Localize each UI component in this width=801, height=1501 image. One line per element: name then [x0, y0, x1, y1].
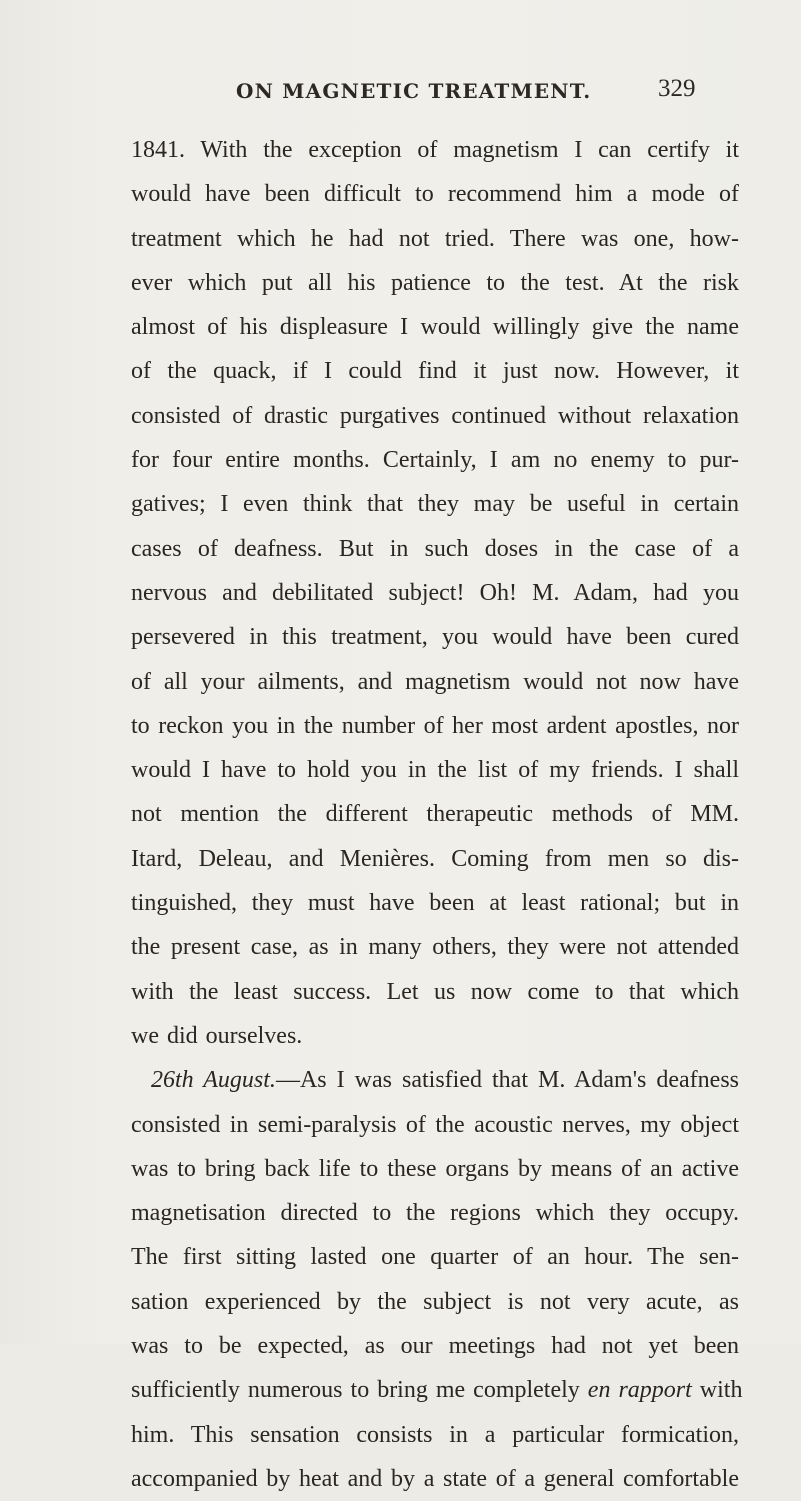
text-line-with-italic: [131, 1368, 743, 1412]
text-line: of the quack, if I could find it just now. However, it: [131, 358, 739, 385]
running-head: [0, 75, 801, 111]
paragraph-opening-line: [131, 1058, 739, 1102]
text-line: persevered in this treatment, you would have been cured: [131, 624, 739, 651]
text-line: was to bring back life to these organs by means of an active: [131, 1155, 739, 1182]
text-line: ever which put all his patience to the test. At the risk: [131, 269, 739, 296]
text-line: would I have to hold you in the list of my friends. I shall: [131, 757, 739, 784]
text-line: to reckon you in the number of her most ardent apostles, nor: [131, 712, 739, 739]
text-line: him. This sensation consists in a particular formication,: [131, 1421, 739, 1448]
text-line: accompanied by heat and by a state of a general comfortable: [131, 1465, 739, 1492]
text-line: treatment which he had not tried. There was one, how-: [131, 225, 739, 252]
line-before-italic: sufficiently numerous to bring me completely: [131, 1377, 588, 1404]
text-line: would have been difficult to recommend him a mode of: [131, 181, 739, 208]
body-text: [131, 128, 743, 1501]
text-line: cases of deafness. But in such doses in the case of a: [131, 535, 739, 562]
text-line: tinguished, they must have been at least rational; but in: [131, 890, 739, 917]
text-line: consisted in semi-paralysis of the acoustic nerves, my object: [131, 1111, 739, 1138]
date-italic: 26th August.: [151, 1067, 276, 1094]
text-line: with the least success. Let us now come to that which: [131, 978, 739, 1005]
text-line: The first sitting lasted one quarter of an hour. The sen-: [131, 1244, 739, 1271]
page-number: 329: [658, 75, 696, 102]
text-line: almost of his displeasure I would willingly give the name: [131, 314, 739, 341]
text-line: not mention the different therapeutic methods of MM.: [131, 801, 739, 828]
en-rapport-italic: en rapport: [587, 1377, 692, 1404]
text-line: the present case, as in many others, they were not attended: [131, 934, 739, 961]
text-line: 1841. With the exception of magnetism I can certify it: [131, 137, 739, 163]
text-line: sation experienced by the subject is not very acute, as: [131, 1288, 739, 1315]
text-line: magnetisation directed to the regions which they occupy.: [131, 1200, 739, 1227]
text-line: we did ourselves.: [131, 1022, 303, 1049]
text-line: gatives; I even think that they may be useful in certain: [131, 491, 739, 518]
running-title: ON MAGNETIC TREATMENT.: [236, 79, 592, 103]
text-line: nervous and debilitated subject! Oh! M. Adam, had you: [131, 579, 739, 606]
text-line: for four entire months. Certainly, I am no enemy to pur-: [131, 447, 739, 474]
text-line: was to be expected, as our meetings had not yet been: [131, 1333, 739, 1360]
text-line: consisted of drastic purgatives continued without relaxation: [131, 402, 739, 429]
text-line: of all your ailments, and magnetism would not now have: [131, 668, 739, 695]
line-after-italic: with: [691, 1377, 743, 1404]
text-line: Itard, Deleau, and Menières. Coming from men so dis-: [131, 845, 739, 872]
opening-line-rest: —As I was satisfied that M. Adam's deafness: [275, 1067, 740, 1094]
